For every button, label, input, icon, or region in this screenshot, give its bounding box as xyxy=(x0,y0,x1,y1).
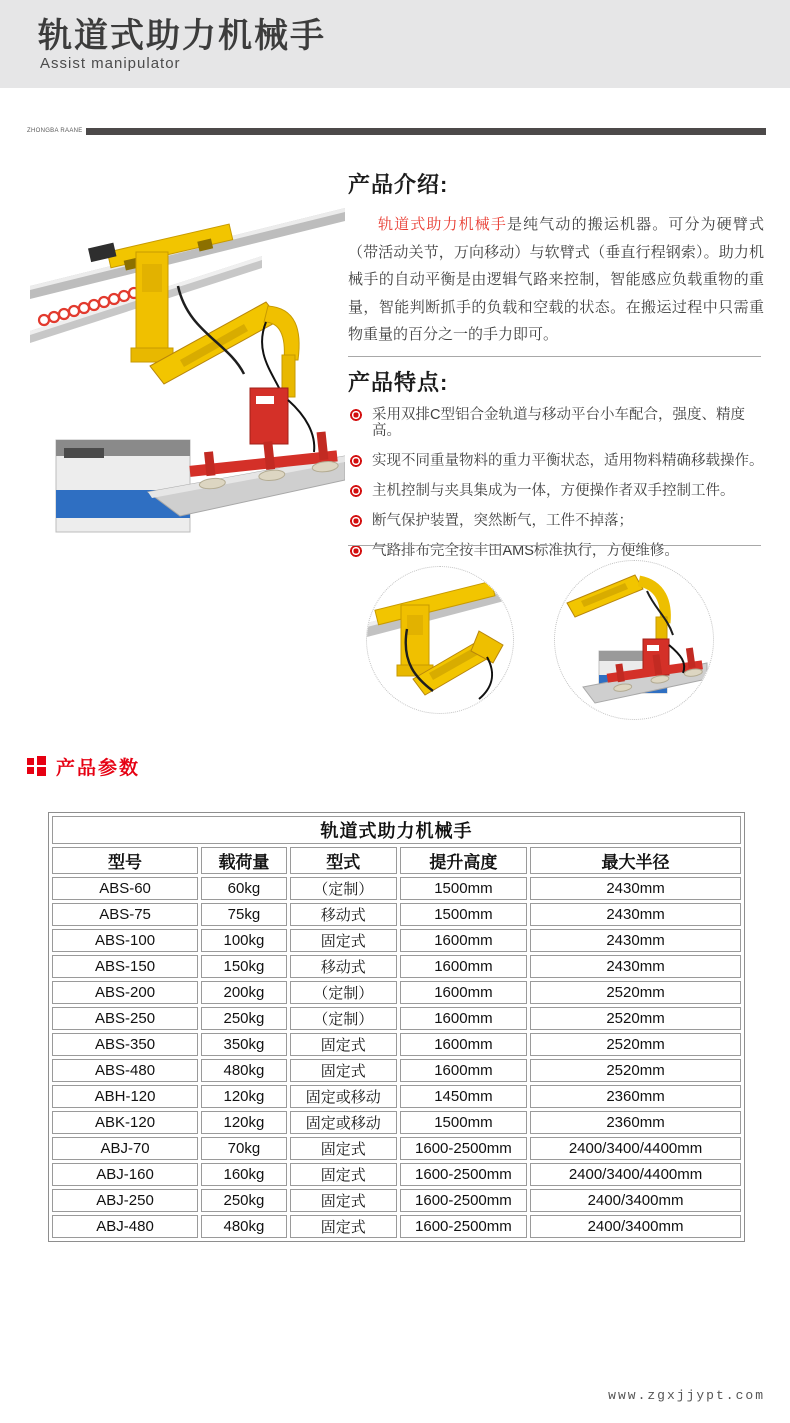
detail-photo-gripper xyxy=(554,560,714,720)
divider xyxy=(348,356,761,357)
table-cell: 2430mm xyxy=(530,955,741,978)
table-cell: 1600-2500mm xyxy=(400,1163,527,1186)
table-cell: 480kg xyxy=(201,1059,287,1082)
table-cell: 1600mm xyxy=(400,981,527,1004)
table-cell: ABJ-250 xyxy=(52,1189,198,1212)
table-cell: ABS-200 xyxy=(52,981,198,1004)
feature-text: 气路排布完全按丰田AMS标准执行，方便维修。 xyxy=(372,543,679,559)
feature-item xyxy=(348,453,768,469)
table-cell: 固定式 xyxy=(290,1137,397,1160)
table-cell: 1500mm xyxy=(400,1111,527,1134)
bullseye-bullet-icon xyxy=(350,545,362,557)
table-row xyxy=(52,1111,741,1134)
features-section xyxy=(348,366,768,573)
table-column-header: 提升高度 xyxy=(400,847,527,874)
table-cell: 60kg xyxy=(201,877,287,900)
table-cell: ABS-150 xyxy=(52,955,198,978)
table-cell: 250kg xyxy=(201,1189,287,1212)
table-body xyxy=(52,877,741,1238)
table-header-row xyxy=(52,847,741,874)
params-table-container xyxy=(48,812,745,1242)
brand-divider-bar xyxy=(86,128,766,135)
table-cell: 2400/3400/4400mm xyxy=(530,1137,741,1160)
feature-item xyxy=(348,407,768,439)
table-cell: （定制） xyxy=(290,981,397,1004)
feature-text: 断气保护装置，突然断气，工件不掉落； xyxy=(372,513,633,529)
table-row xyxy=(52,1189,741,1212)
table-row xyxy=(52,1007,741,1030)
table-cell: 1500mm xyxy=(400,903,527,926)
table-cell: 2400/3400mm xyxy=(530,1215,741,1238)
brand-text: ZHONGBA RAANE xyxy=(27,128,83,134)
params-heading: 产品参数 xyxy=(56,757,141,779)
table-row xyxy=(52,1137,741,1160)
table-cell: 2400/3400/4400mm xyxy=(530,1163,741,1186)
table-column-header: 最大半径 xyxy=(530,847,741,874)
table-cell: 固定式 xyxy=(290,1189,397,1212)
table-cell: ABS-75 xyxy=(52,903,198,926)
intro-paragraph xyxy=(348,211,764,349)
table-cell: ABS-60 xyxy=(52,877,198,900)
table-cell: ABS-250 xyxy=(52,1007,198,1030)
feature-item xyxy=(348,513,768,529)
table-cell: 固定或移动 xyxy=(290,1085,397,1108)
feature-list xyxy=(348,407,768,559)
detail-photo-arm xyxy=(366,566,514,714)
feature-text: 采用双排C型铝合金轨道与移动平台小车配合，强度、精度高。 xyxy=(372,407,745,439)
table-cell: 70kg xyxy=(201,1137,287,1160)
table-cell: 固定式 xyxy=(290,1033,397,1056)
intro-heading: 产品介绍: xyxy=(348,172,449,197)
table-cell: 1500mm xyxy=(400,877,527,900)
table-cell: 2520mm xyxy=(530,1059,741,1082)
table-cell: 100kg xyxy=(201,929,287,952)
table-column-header: 型式 xyxy=(290,847,397,874)
table-cell: 移动式 xyxy=(290,955,397,978)
table-cell: 2430mm xyxy=(530,929,741,952)
table-cell: 1600mm xyxy=(400,1007,527,1030)
table-title: 轨道式助力机械手 xyxy=(52,816,741,844)
bullseye-bullet-icon xyxy=(350,409,362,421)
table-cell: 1600mm xyxy=(400,955,527,978)
table-cell: 250kg xyxy=(201,1007,287,1030)
intro-section xyxy=(348,168,764,349)
feature-item xyxy=(348,483,768,499)
table-cell: 2520mm xyxy=(530,1033,741,1056)
table-cell: 1600-2500mm xyxy=(400,1137,527,1160)
table-row xyxy=(52,929,741,952)
intro-highlight: 轨道式助力机械手 xyxy=(378,216,508,233)
table-column-header: 型号 xyxy=(52,847,198,874)
table-cell: 固定式 xyxy=(290,1163,397,1186)
table-cell: ABJ-160 xyxy=(52,1163,198,1186)
table-cell: ABS-480 xyxy=(52,1059,198,1082)
table-cell: 350kg xyxy=(201,1033,287,1056)
params-table xyxy=(48,812,745,1242)
table-cell: 固定或移动 xyxy=(290,1111,397,1134)
footer-website: www.zgxjjypt.com xyxy=(608,1388,765,1403)
divider xyxy=(348,545,761,546)
feature-text: 实现不同重量物料的重力平衡状态，适用物料精确移载操作。 xyxy=(372,453,764,469)
table-cell: ABS-100 xyxy=(52,929,198,952)
product-photo-illustration xyxy=(30,190,345,558)
table-cell: 2360mm xyxy=(530,1111,741,1134)
table-cell: 75kg xyxy=(201,903,287,926)
features-heading: 产品特点: xyxy=(348,370,449,395)
table-column-header: 载荷量 xyxy=(201,847,287,874)
table-cell: 2360mm xyxy=(530,1085,741,1108)
grid-squares-icon xyxy=(27,756,47,776)
table-cell: 1600mm xyxy=(400,1033,527,1056)
table-cell: 固定式 xyxy=(290,929,397,952)
detail-arm-illustration xyxy=(367,567,512,712)
table-row xyxy=(52,1033,741,1056)
table-cell: 1450mm xyxy=(400,1085,527,1108)
table-cell: 2430mm xyxy=(530,877,741,900)
brand-row xyxy=(27,127,766,135)
table-cell: 480kg xyxy=(201,1215,287,1238)
table-row xyxy=(52,955,741,978)
table-cell: 200kg xyxy=(201,981,287,1004)
table-cell: （定制） xyxy=(290,877,397,900)
table-cell: （定制） xyxy=(290,1007,397,1030)
table-row xyxy=(52,1163,741,1186)
table-cell: 移动式 xyxy=(290,903,397,926)
table-row xyxy=(52,1215,741,1238)
table-cell: 固定式 xyxy=(290,1215,397,1238)
table-row xyxy=(52,981,741,1004)
table-cell: ABJ-480 xyxy=(52,1215,198,1238)
intro-body: 是纯气动的搬运机器。可分为硬臂式（带活动关节，万向移动）与软臂式（垂直行程钢索）。助力机械手的自动平衡是由逻辑气路来控制，智能感应负载重物的重量，智能判断抓手的负载和空载的状态。在搬运过程中只需重物重量的百分之一的手力即可。 xyxy=(348,216,764,343)
header-band xyxy=(0,0,790,88)
bullseye-bullet-icon xyxy=(350,485,362,497)
table-cell: ABS-350 xyxy=(52,1033,198,1056)
feature-text: 主机控制与夹具集成为一体，方便操作者双手控制工件。 xyxy=(372,483,735,499)
table-cell: 160kg xyxy=(201,1163,287,1186)
page-subtitle: Assist manipulator xyxy=(40,55,181,72)
table-cell: 固定式 xyxy=(290,1059,397,1082)
bullseye-bullet-icon xyxy=(350,515,362,527)
table-cell: 2520mm xyxy=(530,981,741,1004)
table-cell: ABK-120 xyxy=(52,1111,198,1134)
table-cell: 1600-2500mm xyxy=(400,1215,527,1238)
table-cell: 1600-2500mm xyxy=(400,1189,527,1212)
bullseye-bullet-icon xyxy=(350,455,362,467)
table-row xyxy=(52,1085,741,1108)
table-row xyxy=(52,903,741,926)
detail-gripper-illustration xyxy=(555,561,712,718)
table-cell: ABJ-70 xyxy=(52,1137,198,1160)
table-cell: 120kg xyxy=(201,1085,287,1108)
table-cell: 2400/3400mm xyxy=(530,1189,741,1212)
table-cell: 120kg xyxy=(201,1111,287,1134)
table-title-row xyxy=(52,816,741,844)
table-cell: 150kg xyxy=(201,955,287,978)
table-cell: 1600mm xyxy=(400,1059,527,1082)
table-row xyxy=(52,1059,741,1082)
table-cell: 2430mm xyxy=(530,903,741,926)
params-section-header xyxy=(27,753,140,779)
product-photo xyxy=(30,190,345,558)
table-row xyxy=(52,877,741,900)
table-cell: ABH-120 xyxy=(52,1085,198,1108)
table-cell: 1600mm xyxy=(400,929,527,952)
table-cell: 2520mm xyxy=(530,1007,741,1030)
page-title: 轨道式助力机械手 xyxy=(38,17,326,55)
